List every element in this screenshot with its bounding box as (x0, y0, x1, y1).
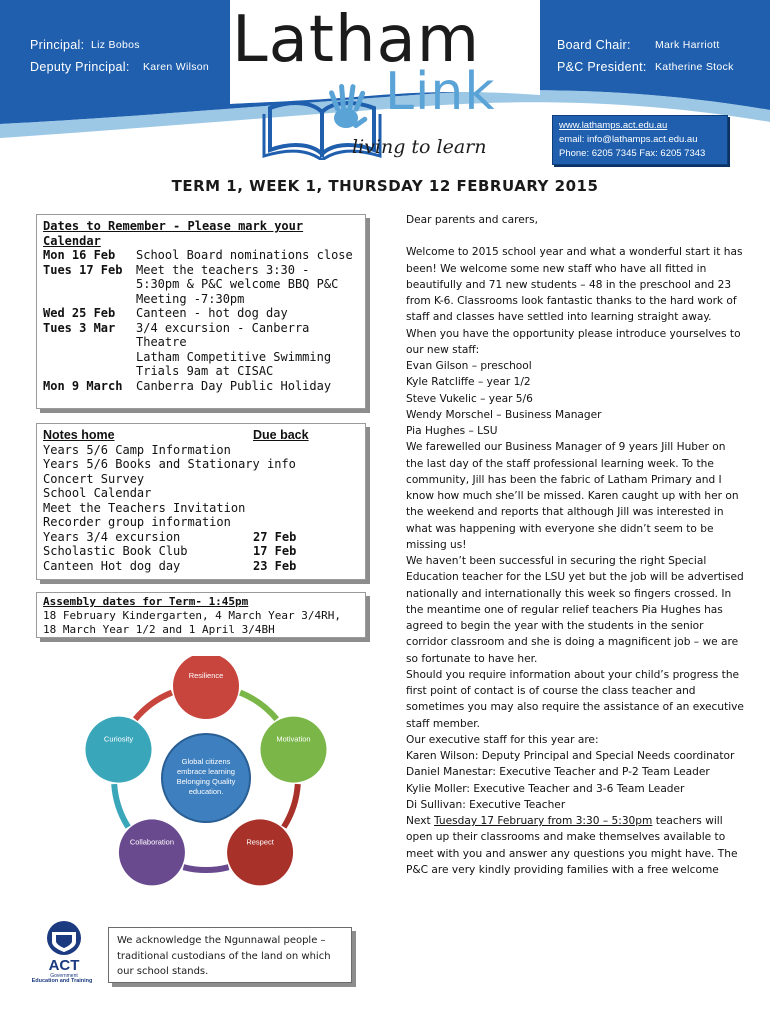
date-day: Tues 17 Feb (43, 262, 123, 277)
note-due-date: 27 Feb (253, 529, 297, 544)
note-item: Years 5/6 Camp Information (43, 442, 231, 457)
letter-paragraph: When you have the opportunity please introduce yourselves to our new staff: (406, 327, 741, 356)
dates-list (43, 248, 359, 393)
note-row (43, 515, 359, 530)
note-row (43, 530, 359, 545)
assembly-dates-box (36, 592, 366, 638)
letter-paragraph: Pia Hughes – LSU (406, 425, 498, 437)
letter-paragraph: Di Sullivan: Executive Teacher (406, 798, 566, 811)
letter-paragraph: Next Tuesday 17 February from 3:30 – 5:30pm teachers will open up their classrooms and make themselves available to meet with you and answer any questions you might have. The P&C are very kindly providing families with a free welcome (406, 815, 738, 876)
date-day: Wed 25 Feb (43, 306, 116, 320)
note-row (43, 501, 359, 516)
letter-paragraph: Kylie Moller: Executive Teacher and 3-6 Team Leader (406, 782, 685, 795)
date-event: 3/4 excursion - Canberra Theatre (136, 320, 310, 349)
note-row (43, 559, 359, 574)
letter-paragraph: Wendy Morschel – Business Manager (406, 408, 602, 421)
assembly-heading: Assembly dates for Term- 1:45pm (43, 595, 249, 608)
letter-paragraph: Daniel Manestar: Executive Teacher and P-2 Team Leader (406, 766, 710, 779)
date-event: Canberra Day Public Holiday (136, 378, 332, 393)
value-node-label: Resilience (188, 671, 224, 680)
value-node (119, 819, 185, 885)
value-node-label: Motivation (276, 734, 311, 744)
dates-heading: Dates to Remember - Please mark your Calendar (43, 219, 304, 248)
date-event: Canteen - hot dog day (136, 306, 288, 320)
date-row (43, 321, 359, 350)
center-text: education. (188, 787, 224, 796)
act-logo-text: ACT (48, 957, 80, 974)
note-item: Meet the Teachers Invitation (43, 500, 246, 515)
note-row (43, 443, 359, 458)
letter-paragraph: We farewelled our Business Manager of 9 years Jill Huber on the last day of the staff professional learning week. To the community, Jill has been the fabric of Latham Primary and I know how much she’ll be missed. Karen caught up with her on the weekend and reports that although Jill was interested in what was happening with everyone she didn’t seem to be missing us! (406, 441, 739, 551)
notes-heading: Notes home (43, 428, 115, 442)
letter-paragraph: Kyle Ratcliffe – year 1/2 (406, 376, 531, 389)
note-row (43, 544, 359, 559)
note-due-date: 23 Feb (253, 558, 297, 573)
note-item: School Calendar (43, 486, 152, 500)
value-node (227, 819, 293, 885)
principal-label: Principal: (30, 38, 85, 52)
acknowledgement-box: We acknowledge the Ngunnawal people – traditional custodians of the land on which our school stands. (108, 927, 352, 983)
note-item: Canteen Hot dog day (43, 558, 181, 573)
letter-body (406, 244, 746, 813)
letter-paragraph: Our executive staff for this year are: (406, 733, 599, 746)
due-back-heading: Due back (253, 428, 309, 442)
assembly-line: 18 March Year 1/2 and 1 April 3/4BH (43, 623, 275, 636)
note-item: Years 3/4 excursion (43, 529, 181, 544)
cycle-arrow (240, 693, 277, 720)
contact-box (552, 115, 728, 165)
note-item: Concert Survey (43, 471, 145, 486)
website-link[interactable]: www.lathamps.act.edu.au (559, 120, 668, 131)
value-node (86, 717, 152, 783)
value-node (173, 656, 239, 719)
board-chair-name: Mark Harriott (655, 39, 720, 51)
email-text: email: info@lathamps.act.edu.au (559, 134, 698, 145)
value-node-label: Respect (246, 837, 274, 847)
logo-title: Latham (232, 3, 481, 77)
letter-paragraph: Evan Gilson – preschool (406, 360, 532, 372)
principal-name: Liz Bobos (91, 39, 140, 51)
act-logo-subtext: Government (50, 973, 78, 979)
meet-teachers-date: Tuesday 17 February from 3:30 – 5:30pm (434, 815, 653, 827)
value-node (260, 717, 326, 783)
center-text: Global citizens (181, 757, 231, 766)
pc-president-name: Katherine Stock (655, 61, 734, 73)
dates-to-remember-box (36, 214, 366, 409)
date-day: Mon 9 March (43, 378, 123, 393)
act-logo-caption: Education and Training (31, 978, 93, 984)
letter-paragraph: Welcome to 2015 school year and what a wonderful start it has been! We welcome some new staff who have all fitted in beautifully and 71 new students – 48 in the preschool and 23 from K-6. Classrooms look fantastic thanks to the hard work of staff and classes have settled into learning straight away. (406, 246, 743, 324)
tagline: living to learn (352, 136, 487, 158)
note-item: Years 5/6 Books and Stationary info (43, 457, 296, 471)
pc-president-label: P&C President: (557, 60, 647, 74)
date-day: Tues 3 Mar (43, 320, 116, 335)
letter-paragraph: We haven’t been successful in securing the right Special Education teacher for the LSU yet but the job will be advertised nationally and internationally this week so fingers crossed. In the meantime one of regular relief teachers Pia Hughes has agreed to begin the year with the students in the senior corridor classroom and she is doing a magnificent job – we are so fortunate to have her. (406, 555, 744, 665)
cycle-arrow (135, 693, 172, 720)
deputy-principal-name: Karen Wilson (143, 61, 210, 73)
note-item: Recorder group information (43, 515, 231, 529)
notes-list (43, 443, 359, 574)
newsletter-title: TERM 1, WEEK 1, THURSDAY 12 FEBRUARY 2015 (171, 177, 599, 195)
date-day (43, 350, 136, 379)
logo-subtitle: Link (385, 62, 496, 122)
cycle-arrow (284, 784, 298, 827)
principal-letter (406, 212, 746, 878)
deputy-principal-label: Deputy Principal: (30, 60, 130, 74)
date-row (43, 379, 359, 394)
letter-paragraph: Steve Vukelic – year 5/6 (406, 392, 533, 405)
value-node-label: Collaboration (129, 837, 175, 847)
note-row (43, 457, 359, 472)
date-row (43, 306, 359, 321)
note-item: Scholastic Book Club (43, 544, 188, 558)
center-text: embrace learning (177, 767, 235, 776)
board-chair-label: Board Chair: (557, 38, 631, 52)
center-text: Belonging Quality (176, 777, 236, 786)
notes-home-box (36, 423, 366, 580)
date-row (43, 350, 359, 379)
date-row (43, 248, 359, 263)
phone-text: Phone: 6205 7345 Fax: 6205 7343 (559, 148, 706, 159)
letter-greeting: Dear parents and carers, (406, 214, 538, 226)
letter-paragraph: Should you require information about your child’s progress the first point of contact is of course the class teacher and sometimes you may also require the assistance of an executive staff member. (406, 668, 744, 730)
value-node-label: Curiosity (103, 734, 134, 744)
cycle-arrow (183, 867, 228, 870)
date-event: Meet the teachers 3:30 - 5:30pm & P&C welcome BBQ P&C Meeting -7:30pm (136, 262, 339, 306)
note-due-date: 17 Feb (253, 544, 297, 558)
values-cycle-diagram (56, 656, 356, 906)
date-event: Latham Competitive Swimming Trials 9am at CISAC (136, 349, 332, 378)
note-row (43, 486, 359, 501)
date-row (43, 263, 359, 307)
date-day: Mon 16 Feb (43, 248, 116, 262)
date-event: School Board nominations close (136, 248, 353, 262)
assembly-line: 18 February Kindergarten, 4 March Year 3/4RH, (43, 609, 342, 622)
letter-paragraph: Karen Wilson: Deputy Principal and Special Needs coordinator (406, 750, 735, 762)
cycle-arrow (114, 784, 128, 827)
note-row (43, 472, 359, 487)
